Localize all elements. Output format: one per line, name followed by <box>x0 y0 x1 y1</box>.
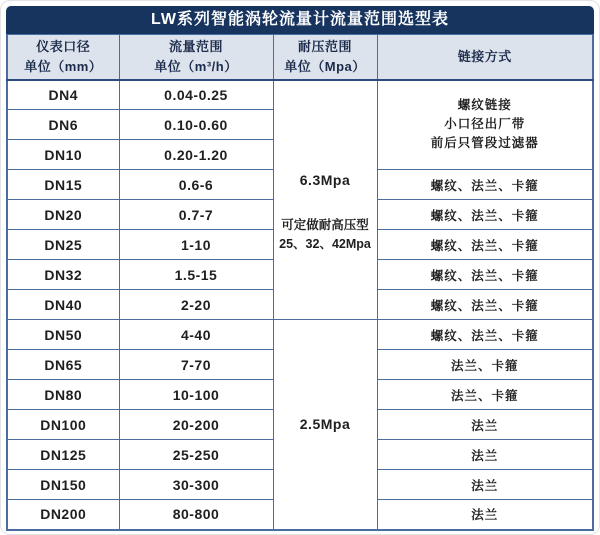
flow-range-cell: 1.5-15 <box>119 260 273 290</box>
column-header-flow-line1: 流量范围 <box>168 39 223 55</box>
table-row <box>7 80 593 110</box>
column-header-pressure-line1: 耐压范围 <box>297 39 352 55</box>
column-header-diameter-line2: 单位（mm） <box>24 58 103 74</box>
flow-range-cell: 0.7-7 <box>119 200 273 230</box>
pressure-low-content <box>274 416 377 432</box>
flow-range-cell: 2-20 <box>119 290 273 320</box>
page-title: LW系列智能涡轮流量计流量范围选型表 <box>6 6 594 34</box>
column-header-pressure <box>273 35 377 80</box>
column-header-flow <box>119 35 273 80</box>
column-header-diameter-line1: 仪表口径 <box>36 39 91 55</box>
diameter-cell: DN40 <box>7 290 119 320</box>
connection-small-bore-line2: 小口径出厂带 <box>444 117 526 132</box>
flow-range-cell: 20-200 <box>119 410 273 440</box>
diameter-cell: DN6 <box>7 110 119 140</box>
flow-range-cell: 0.04-0.25 <box>119 80 273 110</box>
connection-cell-small-bore <box>377 80 593 170</box>
flow-range-cell: 1-10 <box>119 230 273 260</box>
flow-range-cell: 25-250 <box>119 440 273 470</box>
flow-range-cell: 0.6-6 <box>119 170 273 200</box>
column-header-pressure-line2: 单位（Mpa） <box>284 58 366 74</box>
table-row <box>7 320 593 350</box>
pressure-high-value: 6.3Mpa <box>299 172 351 188</box>
diameter-cell: DN125 <box>7 440 119 470</box>
flow-range-cell: 0.20-1.20 <box>119 140 273 170</box>
selection-table <box>6 34 594 531</box>
column-header-flow-line2: 单位（m³/h） <box>154 58 238 74</box>
pressure-high-note <box>279 216 371 254</box>
connection-cell: 螺纹、法兰、卡箍 <box>377 170 593 200</box>
column-header-connection <box>377 35 593 80</box>
header-row <box>7 35 593 80</box>
column-header-connection-label: 链接方式 <box>457 49 512 64</box>
diameter-cell: DN150 <box>7 470 119 500</box>
pressure-high-note-line1: 可定做耐高压型 <box>281 218 369 232</box>
connection-cell: 法兰 <box>377 470 593 500</box>
connection-cell: 螺纹、法兰、卡箍 <box>377 320 593 350</box>
diameter-cell: DN32 <box>7 260 119 290</box>
diameter-cell: DN20 <box>7 200 119 230</box>
pressure-high-content <box>274 146 377 254</box>
connection-cell: 法兰、卡箍 <box>377 350 593 380</box>
diameter-cell: DN80 <box>7 380 119 410</box>
diameter-cell: DN4 <box>7 80 119 110</box>
diameter-cell: DN65 <box>7 350 119 380</box>
diameter-cell: DN10 <box>7 140 119 170</box>
diameter-cell: DN100 <box>7 410 119 440</box>
flow-range-cell: 30-300 <box>119 470 273 500</box>
connection-cell: 法兰 <box>377 410 593 440</box>
flow-range-cell: 0.10-0.60 <box>119 110 273 140</box>
pressure-low-value: 2.5Mpa <box>299 416 351 433</box>
diameter-cell: DN50 <box>7 320 119 350</box>
flow-range-cell: 7-70 <box>119 350 273 380</box>
connection-small-bore-line1: 螺纹链接 <box>457 97 512 112</box>
diameter-cell: DN15 <box>7 170 119 200</box>
pressure-cell-low <box>273 320 377 530</box>
connection-cell: 螺纹、法兰、卡箍 <box>377 260 593 290</box>
column-header-diameter <box>7 35 119 80</box>
diameter-cell: DN25 <box>7 230 119 260</box>
connection-cell: 螺纹、法兰、卡箍 <box>377 230 593 260</box>
connection-small-bore-line3: 前后只管段过滤器 <box>430 136 539 151</box>
flow-range-cell: 10-100 <box>119 380 273 410</box>
connection-cell: 法兰、卡箍 <box>377 380 593 410</box>
flow-range-cell: 80-800 <box>119 500 273 530</box>
pressure-high-note-line2: 25、32、42Mpa <box>279 236 371 251</box>
diameter-cell: DN200 <box>7 500 119 530</box>
connection-cell: 螺纹、法兰、卡箍 <box>377 290 593 320</box>
flow-range-cell: 4-40 <box>119 320 273 350</box>
connection-cell: 法兰 <box>377 500 593 530</box>
pressure-cell-high <box>273 80 377 320</box>
connection-cell: 螺纹、法兰、卡箍 <box>377 200 593 230</box>
connection-cell: 法兰 <box>377 440 593 470</box>
